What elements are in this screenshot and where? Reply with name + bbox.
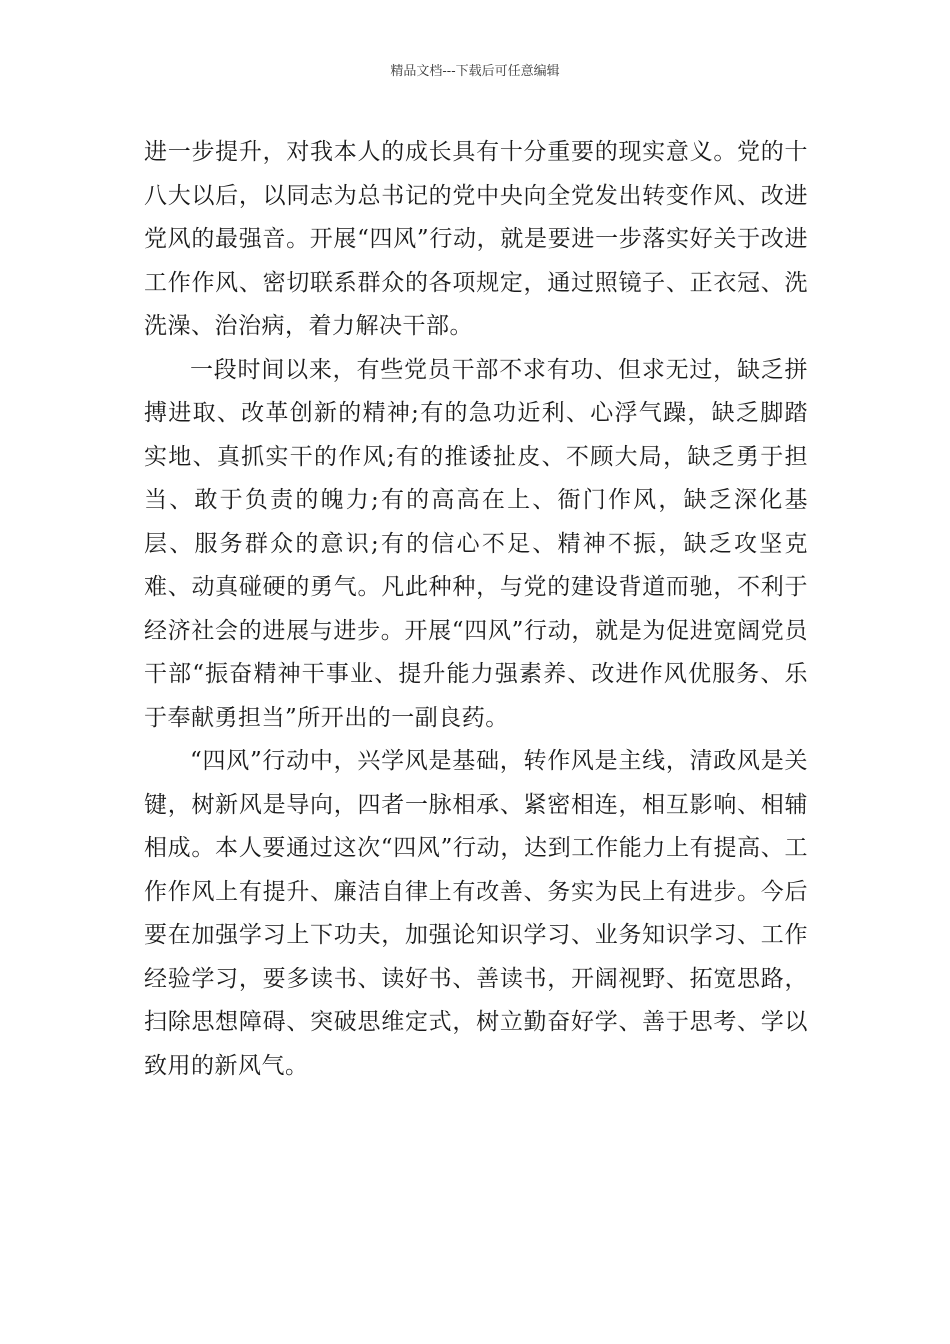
document-body bbox=[144, 131, 808, 1088]
page-header: 精品文档---下载后可任意编辑 bbox=[390, 64, 560, 79]
paragraph-2: 一段时间以来，有些党员干部不求有功、但求无过，缺乏拼搏进取、改革创新的精神;有的急功近利、心浮气躁，缺乏脚踏实地、真抓实干的作风;有的推诿扯皮、不顾大局，缺乏勇于担当、敢于负责的魄力;有的高高在上、衙门作风，缺乏深化基层、服务群众的意识;有的信心不足、精神不振，缺乏攻坚克难、动真碰硬的勇气。凡此种种，与党的建设背道而驰，不利于经济社会的进展与进步。开展“四风”行动，就是为促进宽阔党员干部“振奋精神干事业、提升能力强素养、改进作风优服务、乐于奉献勇担当”所开出的一副良药。 bbox=[144, 356, 808, 731]
paragraph-1: 进一步提升，对我本人的成长具有十分重要的现实意义。党的十八大以后，以同志为总书记的党中央向全党发出转变作风、改进党风的最强音。开展“四风”行动，就是要进一步落实好关于改进工作作风、密切联系群众的各项规定，通过照镜子、正衣冠、洗洗澡、治治病，着力解决干部。 bbox=[144, 139, 808, 339]
paragraph-3: “四风”行动中，兴学风是基础，转作风是主线，清政风是关键，树新风是导向，四者一脉相承、紧密相连，相互影响、相辅相成。本人要通过这次“四风”行动，达到工作能力上有提高、工作作风上有提升、廉洁自律上有改善、务实为民上有进步。今后要在加强学习上下功夫，加强论知识学习、业务知识学习、工作经验学习，要多读书、读好书、善读书，开阔视野、拓宽思路，扫除思想障碍、突破思维定式，树立勤奋好学、善于思考、学以致用的新风气。 bbox=[144, 748, 808, 1079]
